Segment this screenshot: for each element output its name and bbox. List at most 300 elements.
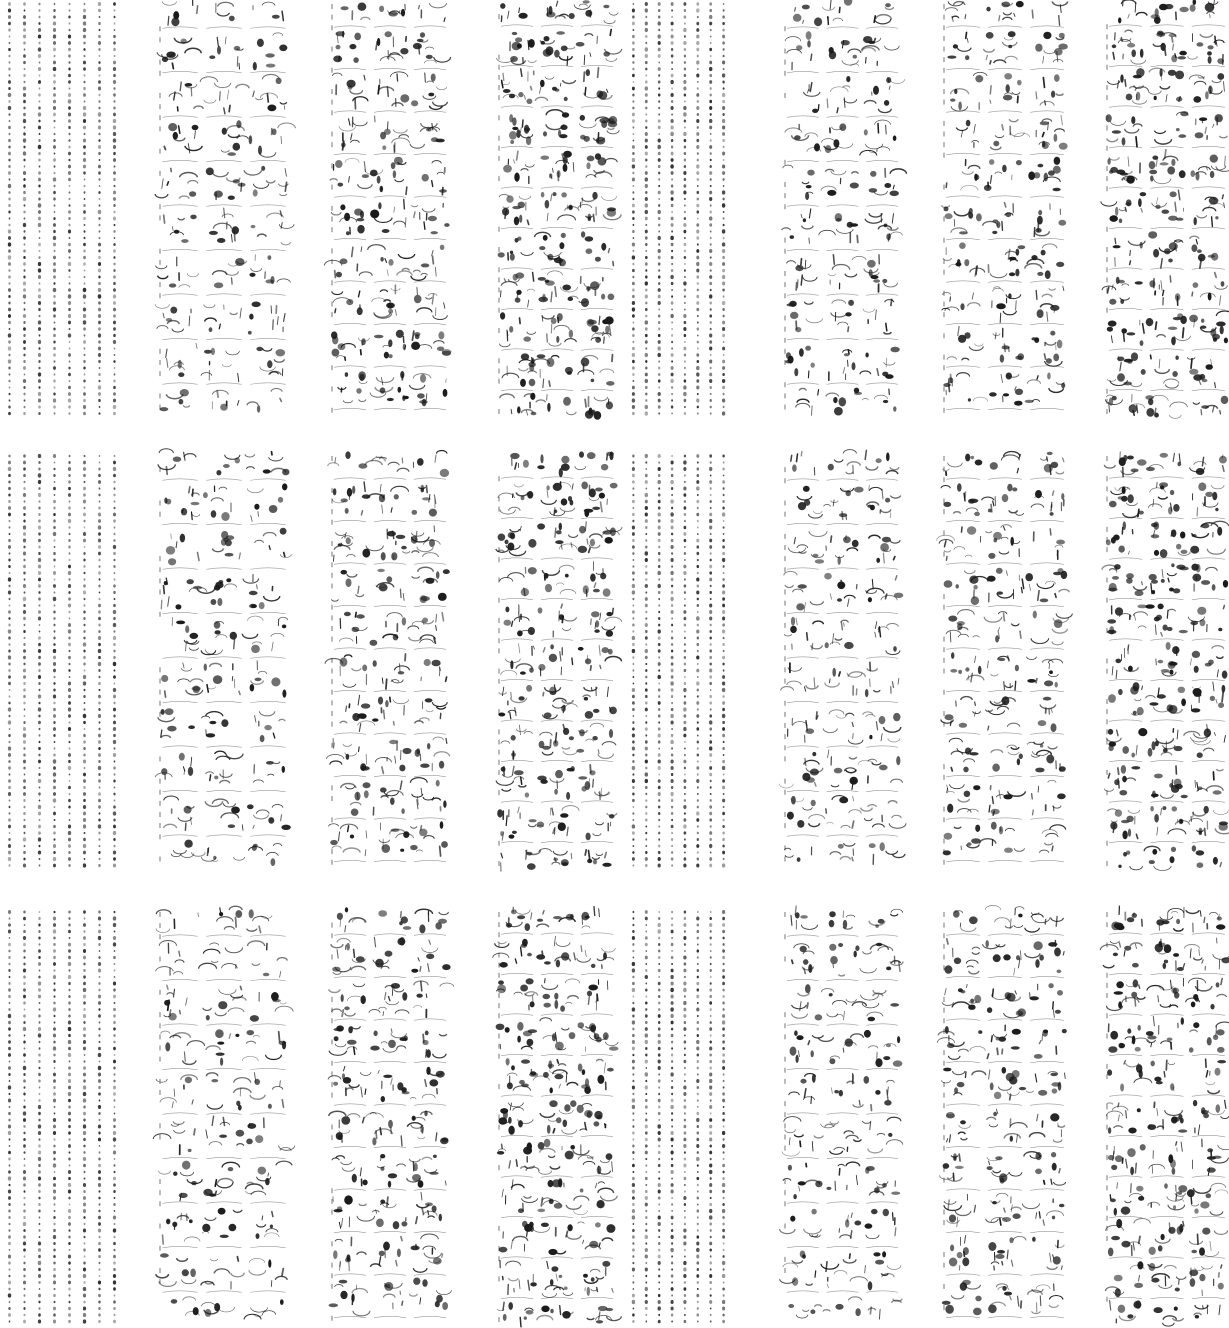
dot-column-dot <box>645 682 647 684</box>
glyph-cluster-mark <box>945 307 959 311</box>
dot-column-dot <box>68 146 70 149</box>
dot-column-dot <box>671 604 673 607</box>
dot-column-dot <box>723 68 725 70</box>
glyph-cluster-dense-mark <box>519 196 531 200</box>
dot-column-dot <box>671 217 674 221</box>
glyph-cluster-arc <box>946 153 980 155</box>
glyph-cluster-arc <box>988 281 1022 283</box>
glyph-cluster-mark <box>437 172 445 174</box>
glyph-cluster-mark <box>363 782 371 788</box>
dot-column-dot <box>98 598 100 601</box>
glyph-cluster-mark <box>432 181 433 187</box>
dot-column-dot <box>671 152 674 156</box>
dot-column-dot <box>113 857 116 860</box>
dot-column-dot <box>683 844 686 848</box>
dot-column-dot <box>8 779 11 783</box>
glyph-cluster-dense-mark <box>1120 74 1123 82</box>
dot-column-dot <box>658 636 661 640</box>
glyph-cluster-mark <box>192 489 193 496</box>
dot-column-dot <box>8 655 11 659</box>
glyph-cluster-mark <box>221 150 229 152</box>
glyph-cluster-dense-mark <box>543 648 545 652</box>
glyph-cluster-dense-mark <box>562 628 570 631</box>
dot-column-dot <box>657 210 660 214</box>
glyph-cluster-mark <box>333 56 342 63</box>
dot-column-dot <box>684 263 686 265</box>
dot-column-dot <box>68 753 71 757</box>
glyph-cluster-mark <box>221 539 227 546</box>
dot-column-dot <box>38 22 40 25</box>
glyph-cluster-mark <box>223 464 230 468</box>
glyph-cluster-mark <box>158 717 175 721</box>
dot-column-dot <box>684 295 686 297</box>
dot-column-dot <box>84 767 86 769</box>
glyph-cluster-dense-mark <box>571 853 572 858</box>
glyph-cluster-dense-mark <box>1172 371 1177 377</box>
glyph-cluster-dense-arc <box>581 227 613 229</box>
glyph-cluster-mark <box>282 690 286 698</box>
dot-column-dot <box>658 461 660 464</box>
glyph-cluster-dense-arc <box>501 720 533 722</box>
dot-column-dot <box>697 321 699 323</box>
dot-column-dot <box>8 295 10 298</box>
dot-column-dot <box>671 243 674 246</box>
dot-column-dot <box>671 308 673 310</box>
glyph-cluster-mark <box>184 806 192 814</box>
glyph-cluster-mark <box>831 536 832 542</box>
dot-column-dot <box>113 80 116 84</box>
glyph-cluster-mark <box>945 8 957 11</box>
glyph-cluster-mark <box>1014 13 1015 16</box>
dot-column-dot <box>632 610 635 613</box>
glyph-cluster-dense-mark <box>601 502 603 512</box>
glyph-cluster-mark <box>1025 400 1034 403</box>
dot-column-dot <box>633 133 635 135</box>
glyph-cluster-dense-mark <box>498 534 506 541</box>
glyph-cluster-dense-mark <box>1215 286 1228 290</box>
glyph-cluster-mark <box>361 703 370 708</box>
glyph-cluster-mark <box>387 613 402 618</box>
glyph-cluster-mark <box>259 711 274 716</box>
dot-column-dot <box>723 754 725 756</box>
glyph-cluster-arc <box>334 520 366 522</box>
glyph-cluster-dense-mark <box>1170 402 1188 407</box>
dot-column-dot <box>696 119 699 123</box>
glyph-cluster-dense-mark <box>1161 259 1162 268</box>
glyph-cluster-arc <box>414 153 446 155</box>
dot-column-dot <box>23 461 26 465</box>
glyph-cluster-dense-mark <box>559 523 562 531</box>
glyph-cluster-arc <box>374 818 406 820</box>
glyph-cluster-mark <box>249 591 258 595</box>
dot-column-dot <box>723 526 725 529</box>
dot-column-dot <box>113 204 115 207</box>
glyph-cluster-mark <box>891 496 901 499</box>
glyph-cluster-mark <box>412 794 423 797</box>
dot-column-dot <box>671 393 673 396</box>
glyph-cluster-dense-mark <box>543 693 544 696</box>
glyph-cluster-arc <box>206 160 241 162</box>
glyph-cluster-mark <box>203 492 208 498</box>
dot-column-dot <box>68 526 70 529</box>
glyph-cluster-mark <box>397 468 409 472</box>
glyph-cluster-dense-mark <box>520 318 521 324</box>
dot-column-dot <box>709 360 712 364</box>
glyph-cluster-dense-mark <box>1125 208 1126 212</box>
dot-column-dot <box>39 61 41 63</box>
glyph-cluster-mark <box>210 663 222 666</box>
glyph-cluster-mark <box>226 535 234 540</box>
dot-column-dot <box>9 604 11 606</box>
dot-column-dot <box>645 617 647 620</box>
dot-column-dot <box>24 819 26 822</box>
dot-column-dot <box>658 367 660 370</box>
dot-column-dot <box>23 406 25 409</box>
dot-column-dot <box>722 411 725 415</box>
dot-column-dot <box>645 734 647 736</box>
glyph-cluster-mark <box>345 158 359 162</box>
glyph-cluster-mark <box>894 557 895 560</box>
dot-column-dot <box>709 669 712 673</box>
glyph-cluster-mark <box>359 724 361 732</box>
dot-column-dot <box>84 191 86 193</box>
glyph-cluster-mark <box>280 528 287 535</box>
dot-column-dot <box>84 373 86 375</box>
glyph-cluster-mark <box>961 185 978 190</box>
glyph-cluster-dense-mark <box>516 492 528 496</box>
dot-column-dot <box>83 786 85 789</box>
dot-column-dot <box>684 500 686 503</box>
dot-column-dot <box>633 29 635 31</box>
dot-column-dot <box>632 334 635 337</box>
glyph-cluster-mark <box>989 159 994 165</box>
glyph-texture-marks <box>8 0 1229 1327</box>
glyph-cluster-dense-mark <box>549 173 553 178</box>
dot-column-dot <box>710 412 712 414</box>
dot-column-dot <box>722 100 725 103</box>
glyph-cluster-arc <box>334 196 366 198</box>
glyph-cluster-mark <box>839 397 847 406</box>
glyph-cluster-mark <box>235 458 240 464</box>
dot-column-dot <box>38 178 41 182</box>
glyph-cluster-dense-mark <box>586 69 590 76</box>
glyph-cluster-mark <box>379 6 384 12</box>
dot-column-dot <box>8 636 11 639</box>
glyph-cluster-mark <box>355 612 356 617</box>
dot-column-dot <box>98 35 101 38</box>
glyph-cluster-mark <box>414 295 422 304</box>
glyph-cluster-mark <box>410 778 427 783</box>
glyph-cluster-dense-mark <box>524 96 525 100</box>
glyph-cluster-mark <box>429 495 430 503</box>
glyph-cluster-arc <box>1030 153 1064 155</box>
dot-column-dot <box>645 230 648 234</box>
glyph-cluster-arc <box>988 238 1022 240</box>
glyph-cluster-dense-mark <box>561 192 567 197</box>
glyph-cluster-mark <box>408 626 419 629</box>
glyph-cluster-mark <box>185 146 202 151</box>
glyph-cluster-mark <box>352 627 360 632</box>
dot-column-dot <box>98 256 101 259</box>
dot-column-dot <box>658 604 660 607</box>
glyph-cluster-dense-mark <box>606 630 613 637</box>
dot-column-dot <box>710 663 712 666</box>
dot-column-dot <box>684 288 687 291</box>
glyph-cluster-mark <box>255 540 264 543</box>
glyph-cluster-mark <box>279 617 288 620</box>
glyph-cluster-dense-mark <box>563 80 576 83</box>
glyph-cluster-dense-arc <box>541 517 573 519</box>
glyph-cluster-mark <box>833 397 837 403</box>
dot-column-dot <box>710 494 712 496</box>
dot-column-dot <box>8 682 11 685</box>
dot-column-dot <box>632 61 634 64</box>
glyph-cluster-dense-mark <box>555 770 563 778</box>
dot-column-dot <box>645 526 647 529</box>
glyph-cluster-mark <box>253 189 258 196</box>
dot-column-dot <box>113 41 116 44</box>
glyph-cluster-mark <box>356 218 364 221</box>
dot-column-dot <box>68 217 70 220</box>
dot-column-dot <box>53 468 55 471</box>
dot-column-dot <box>54 133 56 136</box>
dot-column-dot <box>710 838 712 841</box>
dot-column-dot <box>696 629 699 633</box>
dot-column-dot <box>83 217 86 220</box>
dot-column-dot <box>722 80 724 83</box>
glyph-cluster-dense-mark <box>1203 207 1216 211</box>
dot-column-dot <box>709 675 712 678</box>
glyph-cluster-dense-arc <box>501 679 533 681</box>
dot-column-dot <box>684 120 686 123</box>
dot-column-dot <box>68 844 71 848</box>
dot-column-dot <box>84 832 86 834</box>
glyph-cluster-dense-mark <box>1164 248 1171 254</box>
glyph-cluster-mark <box>267 94 268 102</box>
glyph-cluster-dense-mark <box>547 334 548 342</box>
glyph-cluster-dense-mark <box>1148 231 1157 238</box>
dot-column-dot <box>98 67 101 71</box>
glyph-cluster-mark <box>797 454 798 462</box>
glyph-cluster-mark <box>958 102 962 111</box>
glyph-cluster-mark <box>831 313 847 317</box>
glyph-cluster-dense-mark <box>1193 282 1199 288</box>
dot-column-dot <box>68 54 71 57</box>
glyph-cluster-mark <box>884 100 889 106</box>
glyph-cluster-arc <box>827 479 859 481</box>
glyph-cluster-mark <box>968 39 969 43</box>
dot-column-dot <box>68 392 71 396</box>
glyph-cluster-dense-mark <box>502 789 511 791</box>
glyph-cluster-dense-mark <box>596 854 603 856</box>
dot-column-dot <box>709 578 712 582</box>
dot-column-dot <box>38 565 41 569</box>
dot-column-dot <box>8 487 11 490</box>
dot-column-dot <box>68 61 70 64</box>
glyph-cluster-mark <box>248 616 264 621</box>
dot-column-dot <box>68 493 71 497</box>
glyph-cluster-mark <box>793 14 802 22</box>
glyph-cluster-mark <box>1053 354 1059 362</box>
glyph-cluster-mark <box>964 332 970 339</box>
glyph-cluster-mark <box>234 857 245 860</box>
dot-column-dot <box>645 158 647 161</box>
glyph-cluster-dense-arc <box>501 25 533 27</box>
glyph-cluster-mark <box>197 6 198 13</box>
dot-column-dot <box>722 721 725 724</box>
dot-column-dot <box>684 399 687 402</box>
glyph-cluster-mark <box>330 179 337 181</box>
dot-column-dot <box>39 282 41 284</box>
glyph-cluster-dense-mark <box>510 253 515 260</box>
glyph-cluster-arc <box>162 249 197 251</box>
dot-column-dot <box>113 138 116 142</box>
dot-column-dot <box>723 669 725 671</box>
glyph-cluster-mark <box>379 583 388 591</box>
glyph-cluster-dense-mark <box>514 770 524 775</box>
dot-column-dot <box>23 54 26 58</box>
glyph-cluster-mark <box>192 514 199 516</box>
dot-column-dot <box>710 851 712 853</box>
dot-column-dot <box>113 643 115 646</box>
glyph-cluster-mark <box>240 308 241 318</box>
dot-column-dot <box>98 734 101 738</box>
dot-column-dot <box>709 262 712 266</box>
dot-column-dot <box>23 151 26 155</box>
dot-column-dot <box>24 308 26 310</box>
glyph-cluster-mark <box>433 102 448 106</box>
glyph-cluster-mark <box>431 231 438 234</box>
dot-column-dot <box>722 366 725 370</box>
glyph-cluster-arc <box>374 238 406 240</box>
glyph-cluster-mark <box>848 360 849 366</box>
glyph-cluster-dense-mark <box>1133 75 1142 79</box>
dot-column-dot <box>645 256 648 259</box>
glyph-cluster-mark <box>350 90 363 94</box>
glyph-cluster-mark <box>162 179 163 189</box>
dot-column-dot <box>113 294 116 298</box>
dot-column-dot <box>38 42 40 45</box>
glyph-cluster-dense-mark <box>508 11 509 18</box>
glyph-cluster-mark <box>962 171 973 174</box>
glyph-cluster-mark <box>968 165 980 169</box>
dot-column-dot <box>69 819 71 821</box>
glyph-cluster-mark <box>965 55 969 60</box>
dot-column-dot <box>83 61 86 65</box>
dot-column-dot <box>723 487 725 490</box>
dot-column-dot <box>671 334 673 337</box>
glyph-cluster-arc <box>787 160 819 162</box>
dot-column-dot <box>113 688 116 692</box>
glyph-cluster-mark <box>404 200 405 209</box>
dot-column-dot <box>645 139 648 143</box>
dot-column-dot <box>83 250 85 253</box>
glyph-cluster-dense-mark <box>1160 162 1169 165</box>
dot-column-dot <box>684 539 687 542</box>
dot-column-dot <box>38 412 40 415</box>
glyph-cluster-mark <box>824 505 831 507</box>
glyph-cluster-mark <box>828 464 834 471</box>
dot-column-dot <box>696 93 699 97</box>
glyph-cluster-mark <box>811 54 812 60</box>
dot-column-dot <box>98 152 101 155</box>
glyph-cluster-dense-mark <box>1206 364 1213 370</box>
dot-column-dot <box>645 676 647 679</box>
glyph-cluster-arc <box>787 523 819 525</box>
glyph-cluster-mark <box>380 484 381 492</box>
dot-column-dot <box>113 734 116 737</box>
glyph-cluster-dense-mark <box>606 381 614 386</box>
dot-column-dot <box>83 139 86 143</box>
dot-column-dot <box>83 493 86 496</box>
dot-column-dot <box>658 526 661 530</box>
glyph-cluster-dense-mark <box>552 87 557 91</box>
dot-column-dot <box>113 715 115 718</box>
glyph-cluster-mark <box>340 657 348 666</box>
dot-column-dot <box>671 68 673 70</box>
dot-column-dot <box>38 617 41 621</box>
dot-column-dot <box>696 2 699 5</box>
dot-column-dot <box>632 617 634 619</box>
dot-column-dot <box>671 773 674 776</box>
dot-column-dot <box>645 334 648 337</box>
glyph-cluster-dense-mark <box>541 192 545 198</box>
dot-column-dot <box>24 624 26 626</box>
glyph-cluster-arc <box>827 249 859 251</box>
glyph-cluster-dense-mark <box>595 488 603 492</box>
glyph-cluster-dense-arc <box>541 268 573 270</box>
dot-column-dot <box>8 520 10 523</box>
dot-column-dot <box>8 844 11 848</box>
dot-column-dot <box>8 766 11 769</box>
glyph-cluster-dense-mark <box>1178 134 1186 138</box>
glyph-cluster-mark <box>426 486 427 493</box>
glyph-cluster-mark <box>220 404 228 411</box>
dot-column-dot <box>722 229 726 233</box>
dot-column-dot <box>68 210 71 214</box>
glyph-cluster-dense-arc <box>581 760 613 762</box>
glyph-cluster-mark <box>335 309 336 313</box>
glyph-cluster-mark <box>388 309 393 314</box>
dot-column-dot <box>8 229 11 233</box>
glyph-cluster-dense-arc <box>1151 227 1184 229</box>
glyph-cluster-dense-mark <box>1126 176 1135 184</box>
glyph-cluster-mark <box>890 191 899 197</box>
glyph-cluster-dense-mark <box>527 332 536 335</box>
dot-column-dot <box>658 688 661 691</box>
dot-column-dot <box>645 825 647 827</box>
glyph-cluster-arc <box>206 790 241 792</box>
glyph-cluster-dense-mark <box>511 409 512 413</box>
dot-column-dot <box>53 262 56 266</box>
glyph-cluster-dense-mark <box>1112 130 1121 133</box>
glyph-cluster-mark <box>279 719 285 721</box>
glyph-cluster-dense-mark <box>589 851 590 860</box>
dot-column-dot <box>632 766 635 770</box>
dot-column-dot <box>632 301 635 305</box>
glyph-cluster-dense-mark <box>1155 369 1169 373</box>
dot-column-dot <box>683 281 686 285</box>
dot-column-dot <box>114 682 116 684</box>
glyph-cluster-mark <box>400 48 408 54</box>
dot-column-dot <box>709 805 712 808</box>
glyph-cluster-mark <box>271 388 282 391</box>
dot-column-dot <box>645 688 648 691</box>
dot-column-dot <box>709 701 712 704</box>
dot-column-dot <box>697 754 699 757</box>
glyph-cluster-dense-mark <box>541 156 550 160</box>
glyph-cluster-dense-mark <box>569 330 573 338</box>
